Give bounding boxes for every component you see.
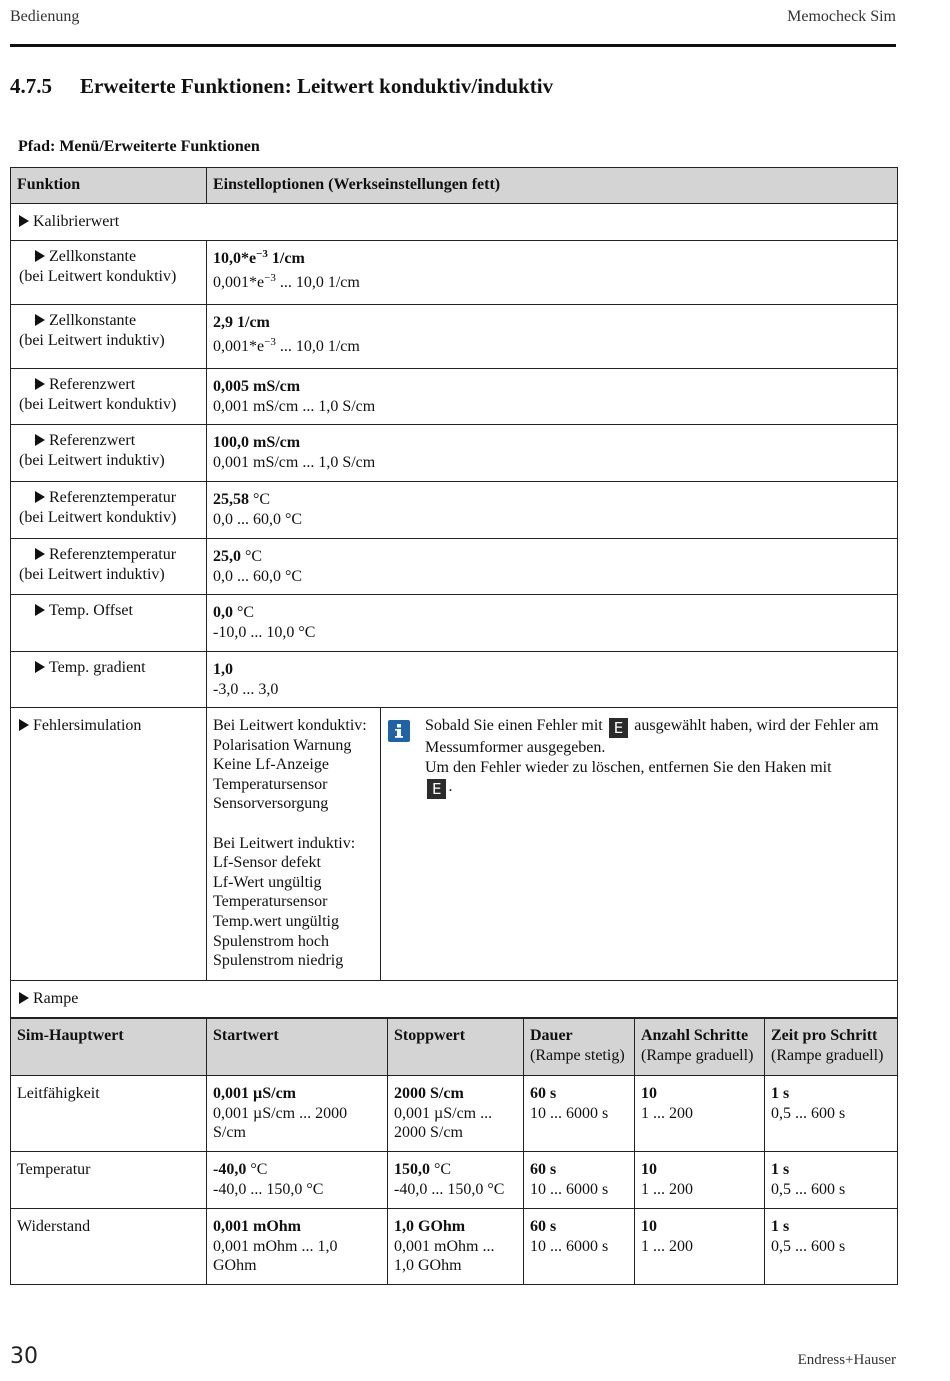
function-cell <box>11 425 207 482</box>
section-title: Erweiterte Funktionen: Leitwert konduktiv/induktiv <box>80 74 554 98</box>
function-cell <box>11 652 207 708</box>
triangle-right-icon <box>35 250 45 262</box>
section-label: Rampe <box>33 990 79 1007</box>
col-header-time-per-step: Zeit pro Schritt (Rampe graduell) <box>765 1019 898 1076</box>
table-header-row <box>11 168 898 204</box>
default-value: 2,9 1/cm <box>213 314 270 331</box>
function-name: Temp. gradient <box>49 659 146 676</box>
start-value-cell: 0,001 mOhm 0,001 mOhm ... 1,0 GOhm <box>207 1209 388 1285</box>
table-row-error-simulation <box>11 708 898 981</box>
section-heading <box>10 74 553 99</box>
options-cell <box>207 425 898 482</box>
function-qualifier: (bei Leitwert induktiv) <box>19 331 165 349</box>
function-cell <box>11 241 207 305</box>
function-cell <box>11 595 207 652</box>
error-option: Sensorversorgung <box>213 795 329 813</box>
value-range: 0,0 ... 60,0 °C <box>213 510 303 528</box>
steps-cell: 10 1 ... 200 <box>635 1076 765 1152</box>
triangle-right-icon <box>19 719 29 731</box>
default-value: 1,0 <box>213 661 233 678</box>
info-icon <box>388 720 410 742</box>
error-option: Temperatursensor <box>213 775 328 793</box>
table-row <box>11 539 898 595</box>
info-note: Sobald Sie einen Fehler mit E ausgewählt haben, wird der Fehler am Messumformer ausgegeben. Um den Fehler wieder zu löschen, entfernen Sie den Haken mit E . <box>425 717 879 799</box>
table-row <box>11 425 898 482</box>
function-name: Referenzwert <box>49 432 136 449</box>
ramp-table <box>10 1018 898 1285</box>
default-value: 25,58 °C <box>213 491 271 508</box>
col-header-step-count: Anzahl Schritte (Rampe graduell) <box>635 1019 765 1076</box>
table-row <box>11 1152 898 1209</box>
function-name: Referenztemperatur <box>49 546 177 563</box>
start-value-cell: -40,0 °C -40,0 ... 150,0 °C <box>207 1152 388 1209</box>
value-range: 0,0 ... 60,0 °C <box>213 567 303 585</box>
chapter-label: Bedienung <box>10 8 80 25</box>
default-value: 100,0 mS/cm <box>213 434 301 451</box>
triangle-right-icon <box>35 491 45 503</box>
col-header-stop-value: Stoppwert <box>388 1019 524 1076</box>
function-cell <box>11 305 207 369</box>
value-range: 0,001 mS/cm ... 1,0 S/cm <box>213 397 376 415</box>
col-header-function: Funktion <box>11 168 207 204</box>
triangle-right-icon <box>35 434 45 446</box>
default-value: 25,0 °C <box>213 548 263 565</box>
options-cell <box>207 482 898 539</box>
options-cell <box>207 241 898 305</box>
triangle-right-icon <box>35 378 45 390</box>
time-per-step-cell: 1 s 0,5 ... 600 s <box>765 1076 898 1152</box>
triangle-right-icon <box>19 215 29 227</box>
function-cell <box>11 539 207 595</box>
error-options-cell <box>207 708 381 981</box>
section-number: 4.7.5 <box>10 74 52 98</box>
section-row-ramp <box>11 981 898 1018</box>
function-cell <box>11 482 207 539</box>
function-name: Zellkonstante <box>49 312 137 329</box>
error-option: Spulenstrom hoch <box>213 932 329 950</box>
options-cell <box>207 369 898 425</box>
error-option: Lf-Wert ungültig <box>213 873 322 891</box>
section-row-calibration <box>11 204 898 241</box>
section-label: Kalibrierwert <box>33 213 120 230</box>
function-name: Referenzwert <box>49 376 136 393</box>
options-cell <box>207 305 898 369</box>
duration-cell: 60 s 10 ... 6000 s <box>524 1076 635 1152</box>
value-range: -10,0 ... 10,0 °C <box>213 623 316 641</box>
function-qualifier: (bei Leitwert konduktiv) <box>19 508 177 526</box>
stop-value-cell: 2000 S/cm 0,001 µS/cm ... 2000 S/cm <box>388 1076 524 1152</box>
settings-table <box>10 167 898 1018</box>
section-ramp <box>11 981 898 1018</box>
sim-value-name: Widerstand <box>11 1209 207 1285</box>
function-qualifier: (bei Leitwert konduktiv) <box>19 267 177 285</box>
function-qualifier: (bei Leitwert konduktiv) <box>19 395 177 413</box>
function-name: Zellkonstante <box>49 248 137 265</box>
ramp-header-row <box>11 1019 898 1076</box>
stop-value-cell: 150,0 °C -40,0 ... 150,0 °C <box>388 1152 524 1209</box>
col-header-duration: Dauer (Rampe stetig) <box>524 1019 635 1076</box>
options-cell <box>207 652 898 708</box>
steps-cell: 10 1 ... 200 <box>635 1209 765 1285</box>
function-name: Fehlersimulation <box>33 717 142 734</box>
error-option: Spulenstrom niedrig <box>213 952 344 970</box>
function-name: Temp. Offset <box>49 602 133 619</box>
function-qualifier: (bei Leitwert induktiv) <box>19 565 165 583</box>
page-header <box>10 6 896 28</box>
function-cell <box>11 369 207 425</box>
conductive-title: Bei Leitwert konduktiv: <box>213 717 367 734</box>
e-key-icon: E <box>427 779 446 799</box>
header-rule <box>10 44 896 47</box>
error-option: Polarisation Warnung <box>213 736 352 754</box>
table-row <box>11 241 898 305</box>
default-value: 0,005 mS/cm <box>213 378 301 395</box>
sim-value-name: Leitfähigkeit <box>11 1076 207 1152</box>
options-cell <box>207 595 898 652</box>
table-row <box>11 595 898 652</box>
value-range: $0,001*e^{-3}$ ... 10,0 1/cm <box>213 271 360 291</box>
document-title: Memocheck Sim <box>787 8 896 25</box>
error-option: Temperatursensor <box>213 893 328 911</box>
col-header-options: Einstelloptionen (Werkseinstellungen fett) <box>207 168 898 204</box>
function-cell <box>11 708 207 981</box>
default-value: $10,0*e^{-3}$ 1/cm <box>213 248 305 267</box>
inductive-title: Bei Leitwert induktiv: <box>213 834 356 852</box>
options-cell <box>207 539 898 595</box>
error-option: Temp.wert ungültig <box>213 912 339 930</box>
table-row <box>11 482 898 539</box>
section-calibration <box>11 204 898 241</box>
e-key-icon: E <box>609 718 628 738</box>
value-range: $0,001*e^{-3}$ ... 10,0 1/cm <box>213 335 360 355</box>
triangle-right-icon <box>35 604 45 616</box>
footer-brand: Endress+Hauser <box>797 1352 896 1368</box>
col-header-sim-main-value: Sim-Hauptwert <box>11 1019 207 1076</box>
default-value: 0,0 °C <box>213 604 255 621</box>
table-row <box>11 305 898 369</box>
triangle-right-icon <box>35 548 45 560</box>
info-note-cell <box>381 708 898 981</box>
steps-cell: 10 1 ... 200 <box>635 1152 765 1209</box>
table-row <box>11 652 898 708</box>
time-per-step-cell: 1 s 0,5 ... 600 s <box>765 1152 898 1209</box>
stop-value-cell: 1,0 GOhm 0,001 mOhm ... 1,0 GOhm <box>388 1209 524 1285</box>
function-name: Referenztemperatur <box>49 489 177 506</box>
col-header-start-value: Startwert <box>207 1019 388 1076</box>
error-option: Keine Lf-Anzeige <box>213 756 329 774</box>
table-row <box>11 1076 898 1152</box>
function-qualifier: (bei Leitwert induktiv) <box>19 451 165 469</box>
sim-value-name: Temperatur <box>11 1152 207 1209</box>
table-row <box>11 369 898 425</box>
triangle-right-icon <box>19 992 29 1004</box>
page-number: 30 <box>10 1344 38 1369</box>
triangle-right-icon <box>35 661 45 673</box>
table-row <box>11 1209 898 1285</box>
time-per-step-cell: 1 s 0,5 ... 600 s <box>765 1209 898 1285</box>
error-option: Lf-Sensor defekt <box>213 854 321 872</box>
value-range: 0,001 mS/cm ... 1,0 S/cm <box>213 453 376 471</box>
triangle-right-icon <box>35 314 45 326</box>
menu-path: Pfad: Menü/Erweiterte Funktionen <box>18 138 260 155</box>
duration-cell: 60 s 10 ... 6000 s <box>524 1152 635 1209</box>
start-value-cell: 0,001 µS/cm 0,001 µS/cm ... 2000 S/cm <box>207 1076 388 1152</box>
duration-cell: 60 s 10 ... 6000 s <box>524 1209 635 1285</box>
value-range: -3,0 ... 3,0 <box>213 680 279 698</box>
